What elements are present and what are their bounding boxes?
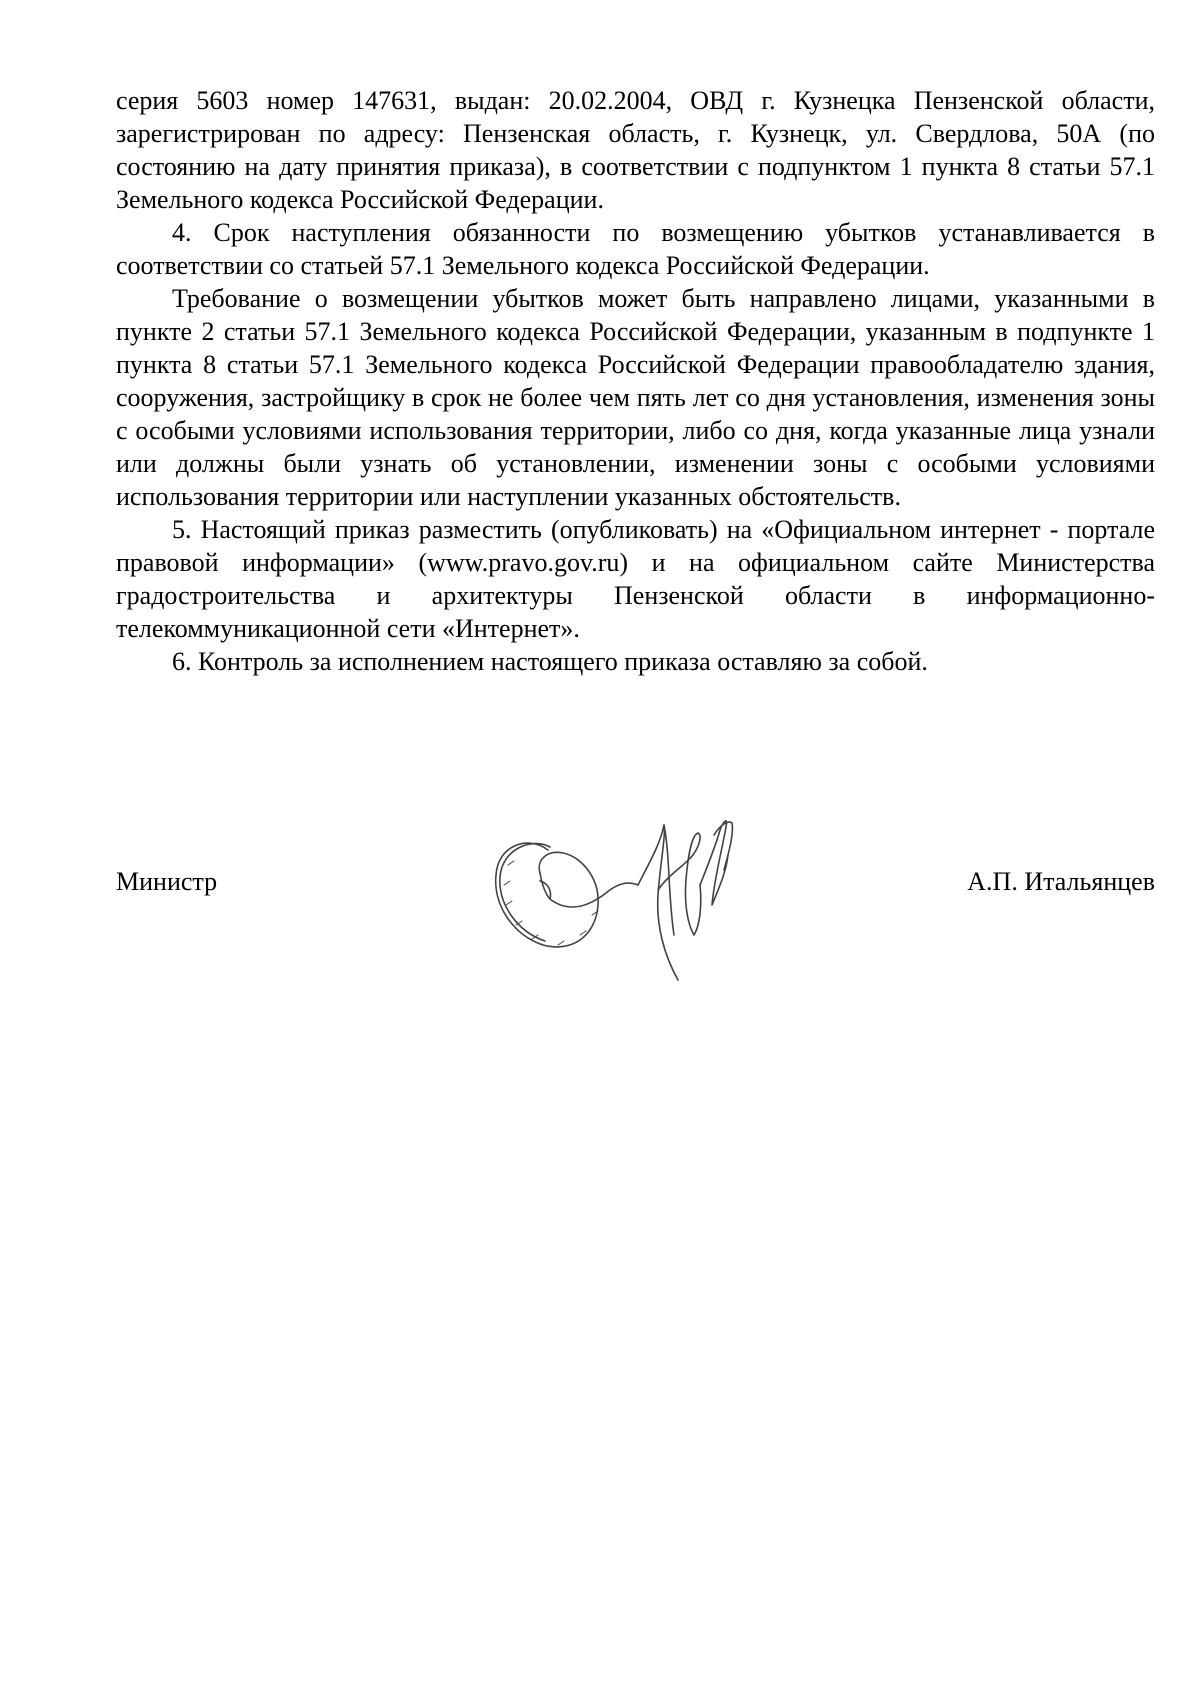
signer-position: Министр [116, 867, 218, 896]
paragraph-passport-details: серия 5603 номер 147631, выдан: 20.02.2004, ОВД г. Кузнецка Пензенской области, зарегистрирован по адресу: Пензенская область, г. Кузнецк, ул. Свердлова, 50А (по состоянию на дату принятия приказа), в соответствии с подпунктом 1 пункта 8 статьи 57.1 Земельного кодекса Российской Федерации. [116, 86, 1155, 214]
paragraph-item-4: 4. Срок наступления обязанности по возмещению убытков устанавливается в соответствии со статьей 57.1 Земельного кодекса Российской Федерации. [116, 218, 1155, 280]
paragraph-compensation-claim: Требование о возмещении убытков может быть направлено лицами, указанными в пункте 2 статьи 57.1 Земельного кодекса Российской Федерации, указанным в подпункте 1 пункта 8 статьи 57.1 Земельного кодекса Российской Федерации правообладателю здания, сооружения, застройщику в срок не более чем пять лет со дня установления, изменения зоны с особыми условиями использования территории, либо со дня, когда указанные лица узнали или должны были узнать об установлении, изменении зоны с особыми условиями использования территории или наступлении указанных обстоятельств. [116, 284, 1155, 511]
paragraph-item-5: 5. Настоящий приказ разместить (опубликовать) на «Официальном интернет - портале правовой информации» (www.pravo.gov.ru) и на официальном сайте Министерства градостроительства и архитектуры Пензенской области в информационно-телекоммуникационной сети «Интернет». [116, 515, 1155, 643]
handwritten-signature-icon [488, 795, 768, 985]
paragraph-item-6: 6. Контроль за исполнением настоящего приказа оставляю за собой. [172, 647, 928, 676]
signer-name: А.П. Итальянцев [967, 867, 1155, 896]
document-body [116, 84, 1155, 678]
